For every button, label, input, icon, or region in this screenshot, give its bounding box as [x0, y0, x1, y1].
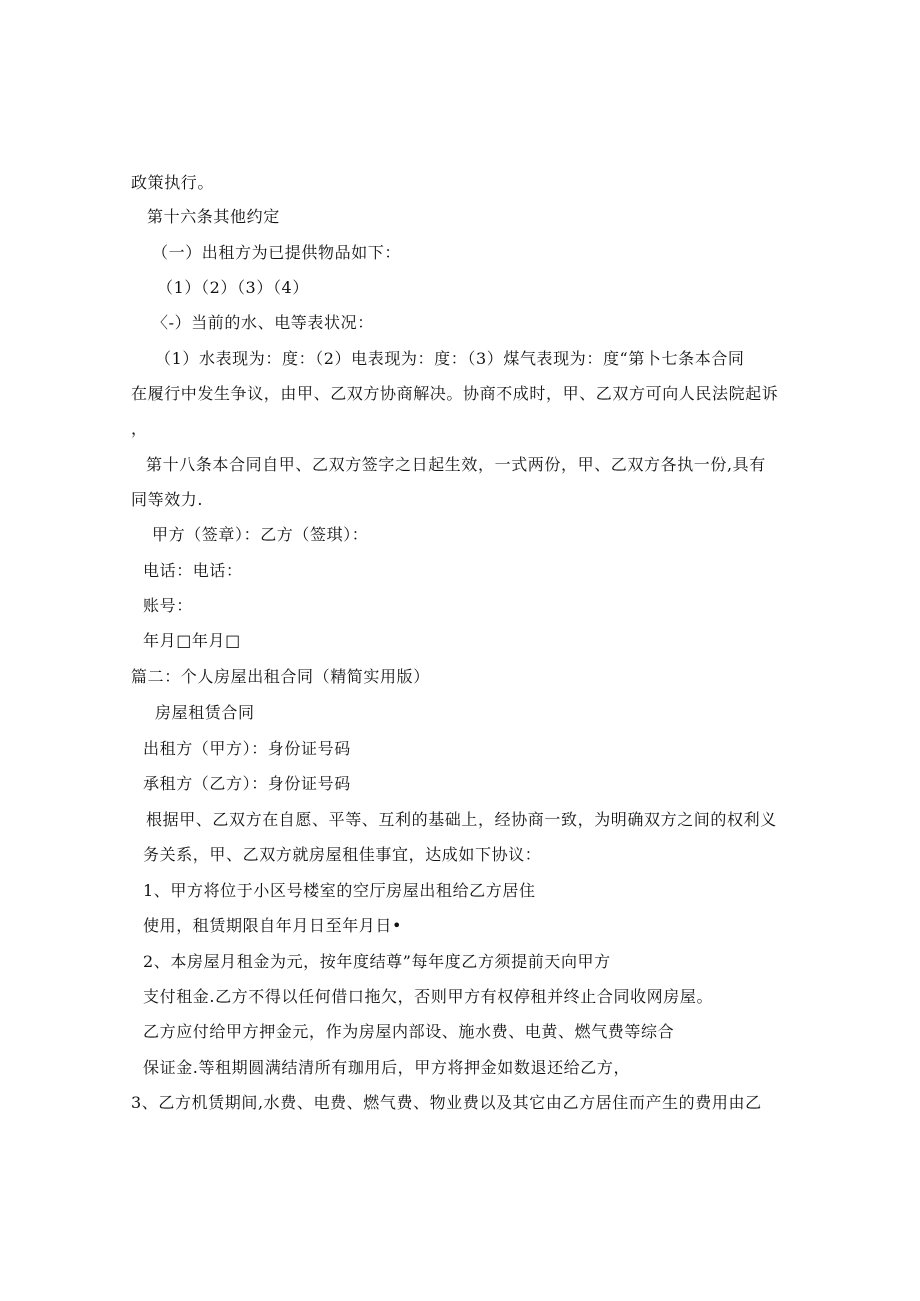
- section-two-title: 篇二：个人房屋出租合同（精简实用版）: [131, 667, 430, 686]
- signature-line: 甲方（签章）：乙方（签琪）：: [152, 525, 369, 544]
- text-line-item-list: （1）（2）（3）（4）: [157, 278, 309, 297]
- article-2-line-1: 2、本房屋月租金为元，按年度结尊”每年度乙方须提前天向甲方: [143, 952, 611, 971]
- lessee-line: 承租方（乙方）：身份证号码: [143, 774, 351, 793]
- account-line: 账号：: [143, 596, 193, 615]
- article-1-line-2: 使用，租赁期限自年月日至年月日•: [143, 916, 403, 935]
- date-line: 年月□年月□: [143, 631, 241, 650]
- text-line-comma: ，: [131, 419, 148, 438]
- article-1-line-1: 1、甲方将位于小区号楼室的空厅房屋出租给乙方居住: [143, 881, 536, 900]
- article-2-line-2: 支付租金.乙方不得以任何借口拖欠，否则甲方有权停租并终止合同收网房屋。: [143, 987, 714, 1006]
- text-line-dispute: 在履行中发生争议，由甲、乙双方协商解决。协商不成时，甲、乙双方可向人民法院起诉: [131, 384, 779, 403]
- lessor-line: 出租方（甲方）：身份证号码: [143, 739, 351, 758]
- text-line-equal-effect: 同等效力.: [131, 490, 204, 509]
- article-3-line-1: 3、乙方机赁期间,水费、电费、燃气费、物业费以及其它由乙方居住而产生的费用由乙: [131, 1093, 762, 1112]
- text-line-meter-status: 〈-）当前的水、电等表状况：: [152, 313, 374, 332]
- clause-16-heading: 第十六条其他约定: [147, 207, 280, 226]
- text-line-items-provided: （一）出租方为已提供物品如下：: [152, 243, 402, 262]
- text-line-meter-readings: （1）水表现为：度：（2）电表现为：度：（3）煤气表现为：度“第卜七条本合同: [155, 349, 745, 368]
- clause-18-text: 第十八条本合同自甲、乙双方签字之日起生效，一式两份，甲、乙双方各执一份,具有: [146, 455, 766, 474]
- preamble-line-2: 务关系，甲、乙双方就房屋租佳事宜，达成如下协议：: [143, 845, 542, 864]
- article-2-line-4: 保证金.等租期圆满结清所有珈用后，甲方将押金如数退还给乙方，: [143, 1058, 631, 1077]
- article-2-line-3: 乙方应付给甲方押金元，作为房屋内部设、施水费、电黄、燃气费等综合: [143, 1022, 675, 1041]
- contract-title: 房屋租赁合同: [155, 703, 255, 722]
- phone-line: 电话：电话：: [143, 561, 243, 580]
- preamble-line-1: 根据甲、乙双方在自愿、平等、互利的基础上，经协商一致，为明确双方之间的权利义: [146, 810, 777, 829]
- text-line-policy: 政策执行。: [131, 173, 215, 192]
